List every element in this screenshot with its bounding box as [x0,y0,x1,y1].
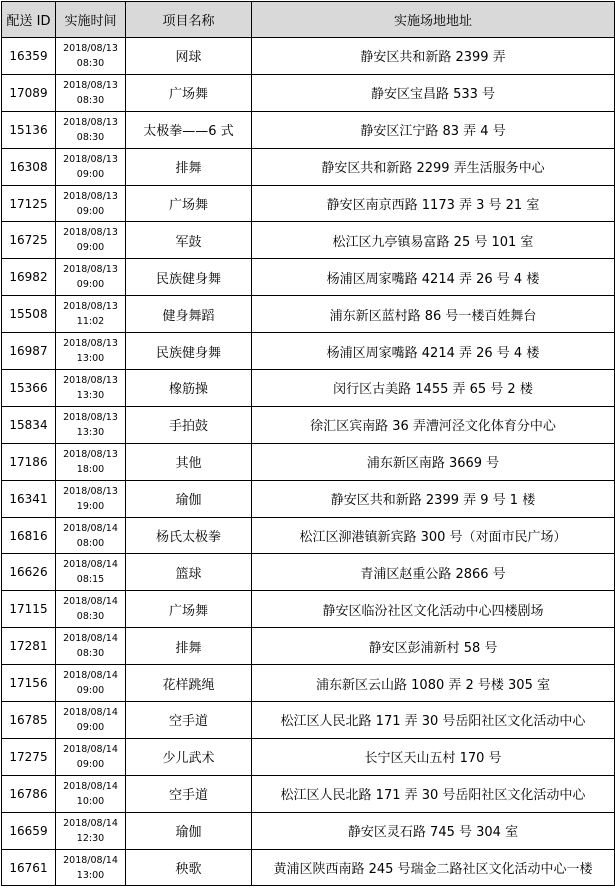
cell-time [56,591,126,628]
cell-delivery-id: 17186 [2,443,56,480]
cell-clock-time: 19:00 [76,500,105,512]
cell-clock-time: 08:15 [76,574,105,586]
cell-address: 徐汇区宾南路 36 弄漕河泾文化体育分中心 [252,406,615,443]
cell-delivery-id: 16341 [2,480,56,517]
cell-address: 松江区人民北路 171 弄 30 号岳阳社区文化活动中心 [252,775,615,812]
cell-delivery-id: 16786 [2,775,56,812]
cell-time [56,333,126,370]
cell-time [56,222,126,259]
cell-clock-time: 13:00 [76,869,105,881]
cell-date: 2018/08/13 [63,448,118,460]
cell-address: 浦东新区蓝村路 86 号一楼百姓舞台 [252,296,615,333]
cell-date: 2018/08/13 [63,485,118,497]
cell-time [56,665,126,702]
cell-delivery-id: 15366 [2,370,56,407]
cell-address: 青浦区赵重公路 2866 号 [252,554,615,591]
cell-address: 静安区宝昌路 533 号 [252,74,615,111]
table-row [2,554,615,591]
cell-delivery-id: 15136 [2,111,56,148]
cell-date: 2018/08/14 [63,670,118,682]
cell-clock-time: 09:00 [76,168,105,180]
cell-delivery-id: 17275 [2,738,56,775]
cell-clock-time: 09:00 [76,758,105,770]
cell-project-name: 民族健身舞 [126,259,252,296]
cell-clock-time: 10:00 [76,795,105,807]
cell-time [56,554,126,591]
cell-project-name: 民族健身舞 [126,333,252,370]
table-row [2,775,615,812]
table-row [2,738,615,775]
table-row [2,665,615,702]
cell-clock-time: 09:00 [76,685,105,697]
header-time: 实施时间 [56,2,126,38]
cell-date: 2018/08/13 [63,190,118,202]
cell-project-name: 排舞 [126,628,252,665]
cell-project-name: 花样跳绳 [126,665,252,702]
cell-delivery-id: 16626 [2,554,56,591]
cell-address: 浦东新区南路 3669 号 [252,443,615,480]
cell-date: 2018/08/14 [63,596,118,608]
cell-clock-time: 18:00 [76,463,105,475]
cell-project-name: 瑜伽 [126,480,252,517]
cell-delivery-id: 17089 [2,74,56,111]
cell-time [56,111,126,148]
cell-address: 静安区江宁路 83 弄 4 号 [252,111,615,148]
cell-time [56,370,126,407]
cell-clock-time: 13:30 [76,389,105,401]
table-row [2,222,615,259]
cell-date: 2018/08/14 [63,854,118,866]
cell-project-name: 其他 [126,443,252,480]
cell-delivery-id: 16982 [2,259,56,296]
cell-time [56,702,126,739]
table-row [2,702,615,739]
cell-project-name: 排舞 [126,148,252,185]
cell-project-name: 秧歌 [126,849,252,886]
cell-project-name: 广场舞 [126,185,252,222]
cell-project-name: 少儿武术 [126,738,252,775]
cell-clock-time: 08:30 [76,131,105,143]
cell-address: 静安区共和新路 2299 弄生活服务中心 [252,148,615,185]
cell-clock-time: 12:30 [76,832,105,844]
cell-clock-time: 09:00 [76,279,105,291]
cell-clock-time: 08:30 [76,94,105,106]
cell-time [56,628,126,665]
cell-delivery-id: 16816 [2,517,56,554]
cell-delivery-id: 17281 [2,628,56,665]
cell-time [56,148,126,185]
cell-delivery-id: 17156 [2,665,56,702]
table-row [2,148,615,185]
table-row [2,812,615,849]
cell-project-name: 杨氏太极拳 [126,517,252,554]
table-row [2,296,615,333]
cell-time [56,775,126,812]
header-delivery-id: 配送 ID [2,2,56,38]
cell-date: 2018/08/14 [63,743,118,755]
cell-date: 2018/08/14 [63,817,118,829]
cell-project-name: 空手道 [126,775,252,812]
cell-clock-time: 09:00 [76,205,105,217]
cell-clock-time: 09:00 [76,721,105,733]
cell-address: 浦东新区云山路 1080 弄 2 号楼 305 室 [252,665,615,702]
table-row [2,406,615,443]
cell-time [56,517,126,554]
header-address: 实施场地地址 [252,2,615,38]
cell-date: 2018/08/14 [63,559,118,571]
table-row [2,849,615,886]
cell-date: 2018/08/14 [63,706,118,718]
cell-time [56,443,126,480]
cell-date: 2018/08/13 [63,264,118,276]
table-row [2,111,615,148]
cell-clock-time: 08:30 [76,648,105,660]
cell-address: 杨浦区周家嘴路 4214 弄 26 号 4 楼 [252,333,615,370]
cell-clock-time: 08:00 [76,537,105,549]
cell-address: 静安区彭浦新村 58 号 [252,628,615,665]
cell-delivery-id: 16659 [2,812,56,849]
table-row [2,370,615,407]
cell-delivery-id: 16785 [2,702,56,739]
table-row [2,74,615,111]
cell-address: 松江区九亭镇易富路 25 号 101 室 [252,222,615,259]
cell-clock-time: 09:00 [76,242,105,254]
cell-time [56,74,126,111]
cell-delivery-id: 17115 [2,591,56,628]
cell-delivery-id: 16761 [2,849,56,886]
table-row [2,628,615,665]
cell-clock-time: 13:00 [76,353,105,365]
cell-delivery-id: 17125 [2,185,56,222]
cell-date: 2018/08/14 [63,522,118,534]
cell-time [56,406,126,443]
cell-project-name: 健身舞蹈 [126,296,252,333]
cell-time [56,259,126,296]
cell-delivery-id: 16308 [2,148,56,185]
cell-date: 2018/08/13 [63,116,118,128]
cell-project-name: 太极拳——6 式 [126,111,252,148]
cell-project-name: 广场舞 [126,74,252,111]
header-project-name: 项目名称 [126,2,252,38]
table-row [2,38,615,75]
cell-address: 长宁区天山五村 170 号 [252,738,615,775]
cell-project-name: 广场舞 [126,591,252,628]
cell-project-name: 手拍鼓 [126,406,252,443]
cell-time [56,480,126,517]
cell-address: 松江区泖港镇新宾路 300 号（对面市民广场） [252,517,615,554]
cell-time [56,738,126,775]
cell-delivery-id: 16359 [2,38,56,75]
cell-delivery-id: 15508 [2,296,56,333]
cell-delivery-id: 16987 [2,333,56,370]
cell-date: 2018/08/13 [63,153,118,165]
cell-project-name: 篮球 [126,554,252,591]
cell-project-name: 橡筋操 [126,370,252,407]
cell-date: 2018/08/13 [63,42,118,54]
cell-clock-time: 13:30 [76,426,105,438]
cell-clock-time: 08:30 [76,611,105,623]
cell-clock-time: 11:02 [76,316,105,328]
table-row [2,591,615,628]
cell-address: 黄浦区陕西南路 245 号瑞金二路社区文化活动中心一楼 [252,849,615,886]
cell-address: 杨浦区周家嘴路 4214 弄 26 号 4 楼 [252,259,615,296]
cell-project-name: 军鼓 [126,222,252,259]
table-body [2,38,615,886]
cell-address: 静安区南京西路 1173 弄 3 号 21 室 [252,185,615,222]
cell-date: 2018/08/13 [63,301,118,313]
cell-address: 静安区共和新路 2399 弄 [252,38,615,75]
cell-delivery-id: 15834 [2,406,56,443]
cell-clock-time: 08:30 [76,57,105,69]
table-row [2,443,615,480]
cell-address: 静安区临汾社区文化活动中心四楼剧场 [252,591,615,628]
schedule-table [1,1,615,886]
table-row [2,259,615,296]
cell-date: 2018/08/13 [63,338,118,350]
table-row [2,480,615,517]
cell-date: 2018/08/14 [63,780,118,792]
cell-time [56,296,126,333]
cell-project-name: 网球 [126,38,252,75]
table-row [2,517,615,554]
header-row [2,2,615,38]
cell-project-name: 瑜伽 [126,812,252,849]
cell-address: 松江区人民北路 171 弄 30 号岳阳社区文化活动中心 [252,702,615,739]
cell-address: 静安区灵石路 745 号 304 室 [252,812,615,849]
cell-delivery-id: 16725 [2,222,56,259]
cell-project-name: 空手道 [126,702,252,739]
cell-time [56,812,126,849]
cell-address: 闵行区古美路 1455 弄 65 号 2 楼 [252,370,615,407]
table-row [2,333,615,370]
cell-date: 2018/08/14 [63,633,118,645]
cell-date: 2018/08/13 [63,227,118,239]
cell-address: 静安区共和新路 2399 弄 9 号 1 楼 [252,480,615,517]
cell-date: 2018/08/13 [63,79,118,91]
cell-date: 2018/08/13 [63,411,118,423]
cell-time [56,849,126,886]
table-row [2,185,615,222]
cell-date: 2018/08/13 [63,374,118,386]
cell-time [56,185,126,222]
cell-time [56,38,126,75]
